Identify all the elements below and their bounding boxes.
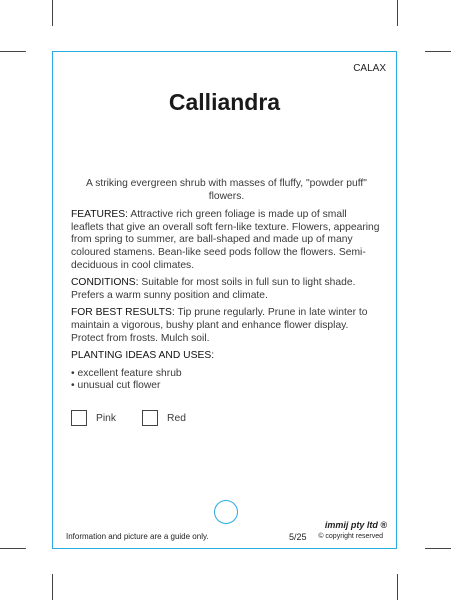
copyright: © copyright reserved [318,533,383,540]
colour-label: Pink [96,412,117,424]
plant-description [71,178,382,393]
crop-mark [0,548,26,549]
red-checkbox[interactable] [142,410,158,426]
product-code: CALAX [353,63,386,74]
best-results-text: Tip prune regularly. Prune in late winter to maintain a vigorous, bushy plant and enhance flower display. Protect from frosts. Mulch soil. [71,307,368,344]
crop-mark [425,51,451,52]
colour-option-red[interactable] [142,410,186,426]
features-heading: FEATURES: [71,209,129,221]
crop-mark [397,0,398,26]
disclaimer: Information and picture are a guide only. [66,532,209,541]
crop-mark [425,548,451,549]
crop-mark [52,0,53,26]
features-section [71,209,382,272]
plant-title: Calliandra [168,89,281,115]
crop-mark [52,574,53,600]
conditions-text: Suitable for most soils in full sun to light shade. Prefers a warm sunny position and climate. [71,277,356,301]
intro-text: A striking evergreen shrub with masses of fluffy, "powder puff" flowers. [86,178,367,202]
crop-mark [397,574,398,600]
conditions-heading: CONDITIONS: [71,277,139,289]
planting-list [71,368,382,393]
conditions-section [71,277,382,302]
brand-name: immij pty ltd ® [324,520,387,530]
plant-label-card [52,51,397,549]
pink-checkbox[interactable] [71,410,87,426]
colour-option-pink[interactable] [71,410,116,426]
hole-punch-circle [214,500,238,524]
colour-options [71,410,212,426]
features-text: Attractive rich green foliage is made up of small leaflets that give an overall soft fern-like texture. Flowers, appearing from spring to summer, are ball-shaped and made up of many coloured stamens. Bean-like seed pods follow the flowers. Semi-deciduous in cool climates. [71,209,380,271]
best-results-heading: FOR BEST RESULTS: [71,307,175,319]
list-item: • unusual cut flower [71,380,161,392]
crop-mark [0,51,26,52]
list-item: • excellent feature shrub [71,367,182,379]
page-number: 5/25 [289,532,307,542]
best-results-section [71,307,382,345]
colour-label: Red [167,412,186,424]
planting-heading: PLANTING IDEAS AND USES: [71,350,215,362]
